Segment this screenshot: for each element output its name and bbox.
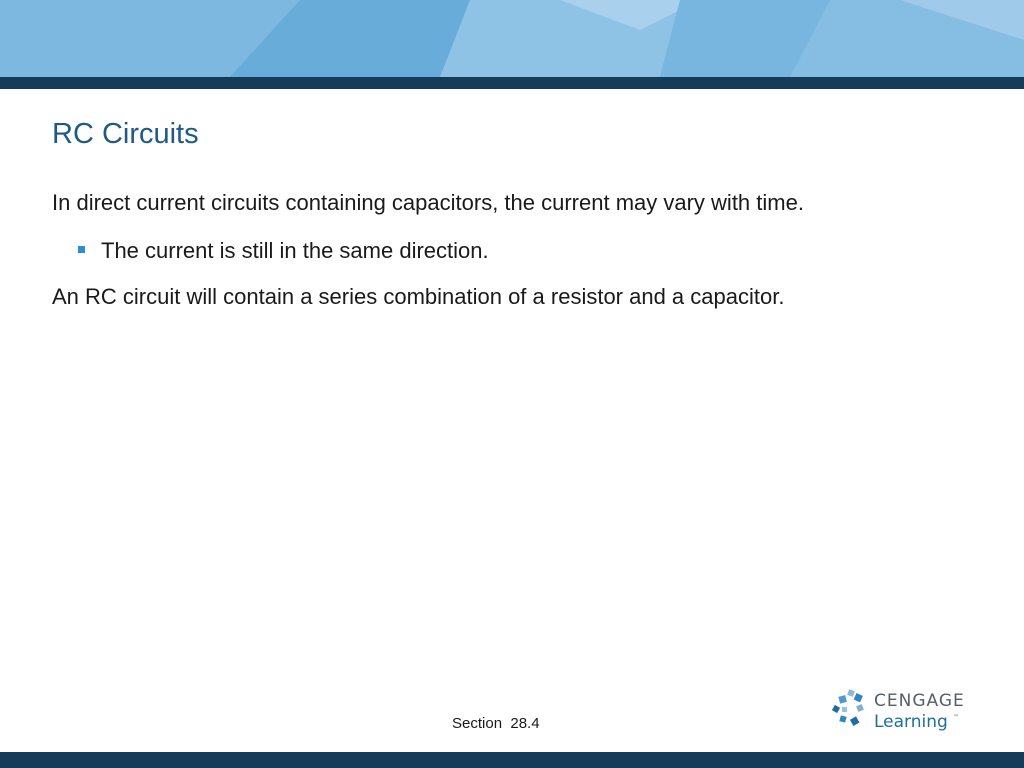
bullet-item	[78, 238, 489, 264]
slide-title: RC Circuits	[52, 118, 199, 150]
body-paragraph: In direct current circuits containing capacitors, the current may vary with time.	[52, 190, 804, 215]
cengage-logo-mark-icon	[830, 688, 870, 732]
cengage-logo	[830, 688, 990, 740]
logo-trademark: ™	[953, 714, 959, 721]
top-rule	[0, 77, 1024, 89]
footer-section-label: Section 28.4	[452, 715, 540, 732]
top-banner	[0, 0, 1024, 77]
bullet-text: The current is still in the same direction.	[101, 238, 489, 263]
logo-text-learning: Learning	[874, 712, 948, 732]
body-paragraph: An RC circuit will contain a series combination of a resistor and a capacitor.	[52, 284, 785, 309]
square-bullet-icon	[78, 246, 85, 253]
banner-graphic	[0, 0, 1024, 77]
bottom-rule	[0, 752, 1024, 768]
logo-text-cengage: CENGAGE	[874, 691, 965, 711]
